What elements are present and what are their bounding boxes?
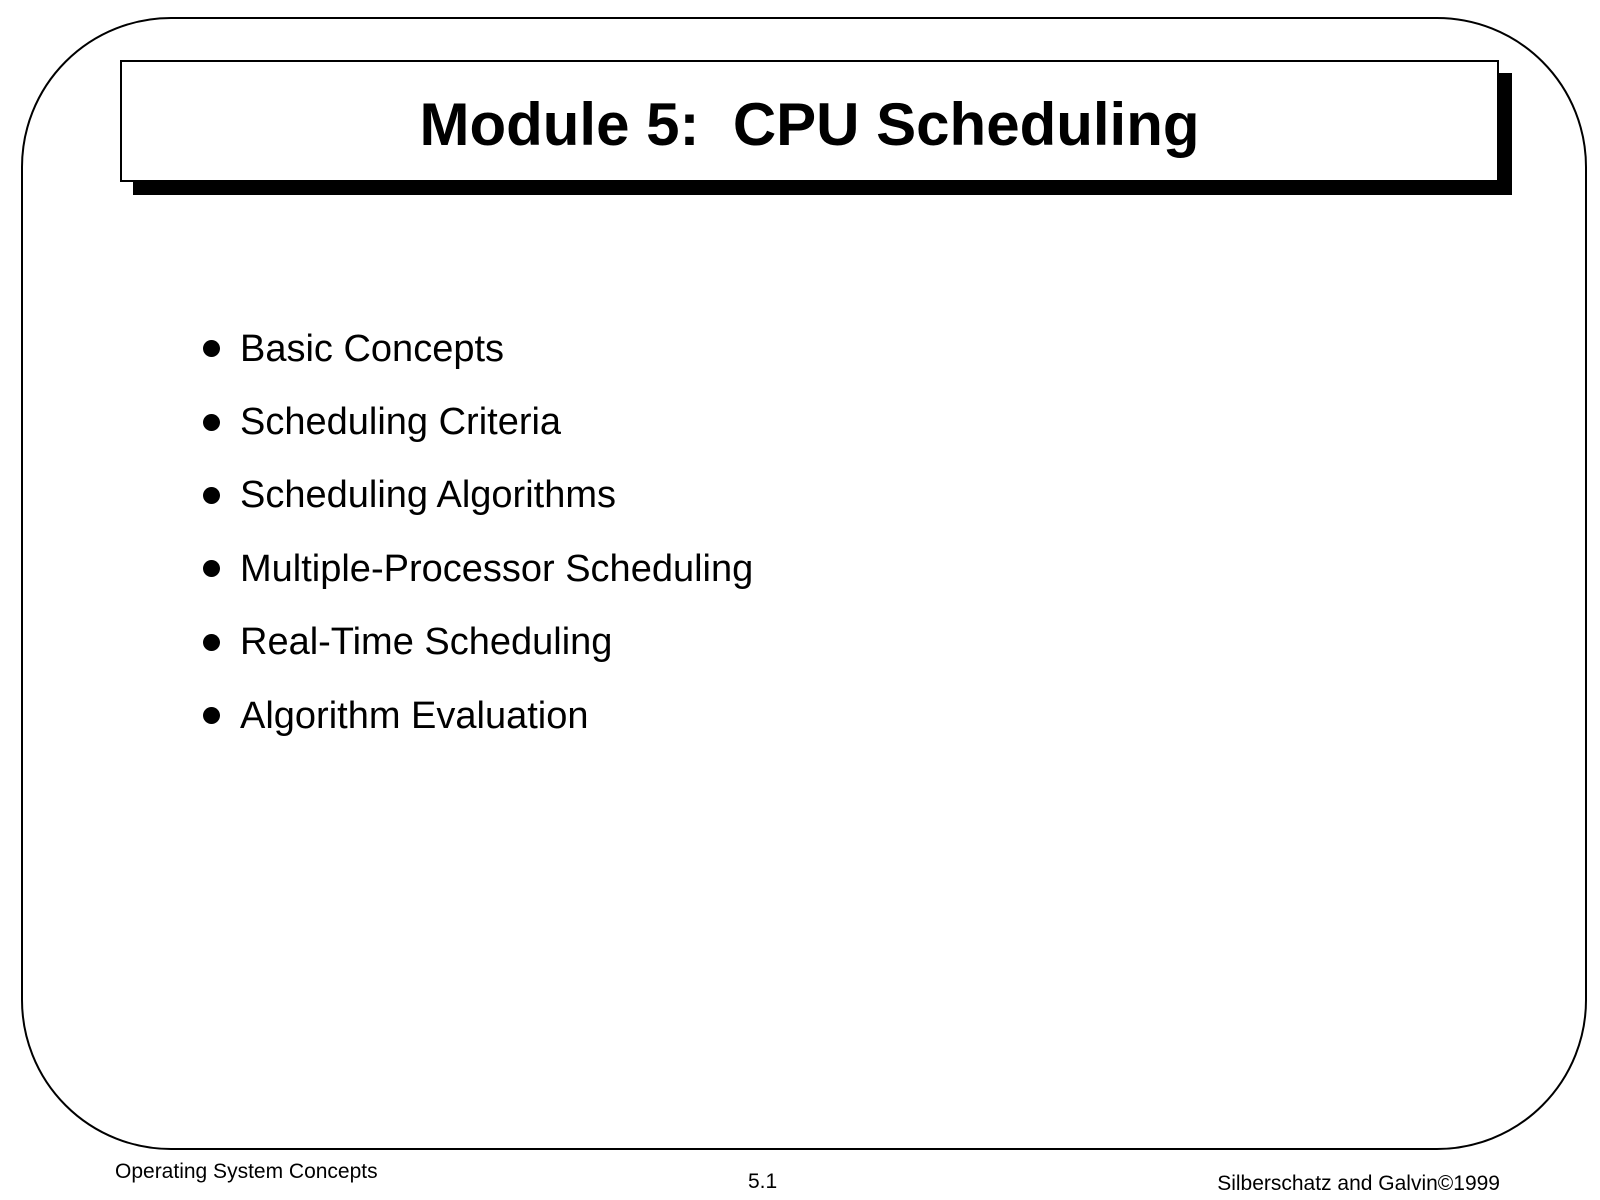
- bullet-text: Multiple-Processor Scheduling: [240, 547, 754, 590]
- footer-page-number: 5.1: [748, 1170, 778, 1193]
- bullet-text: Basic Concepts: [240, 327, 505, 370]
- bullet-icon: [203, 707, 220, 724]
- bullet-icon: [203, 487, 220, 504]
- bullet-icon: [203, 634, 220, 651]
- list-item: [200, 532, 753, 605]
- footer-book-title: Operating System Concepts: [115, 1160, 378, 1183]
- title-box: [120, 60, 1499, 182]
- bullet-text: Scheduling Algorithms: [240, 474, 616, 517]
- list-item: [200, 459, 753, 532]
- slide-title: Module 5: CPU Scheduling: [419, 91, 1200, 158]
- footer-copyright: Silberschatz and Galvin©1999: [1217, 1172, 1500, 1195]
- bullet-icon: [203, 560, 220, 577]
- list-item: [200, 679, 753, 752]
- bullet-list: [200, 312, 753, 752]
- bullet-text: Scheduling Criteria: [240, 401, 562, 444]
- list-item: [200, 312, 753, 385]
- bullet-text: Algorithm Evaluation: [240, 694, 589, 737]
- list-item: [200, 606, 753, 679]
- bullet-icon: [203, 340, 220, 357]
- list-item: [200, 385, 753, 458]
- bullet-text: Real-Time Scheduling: [240, 621, 613, 664]
- bullet-icon: [203, 414, 220, 431]
